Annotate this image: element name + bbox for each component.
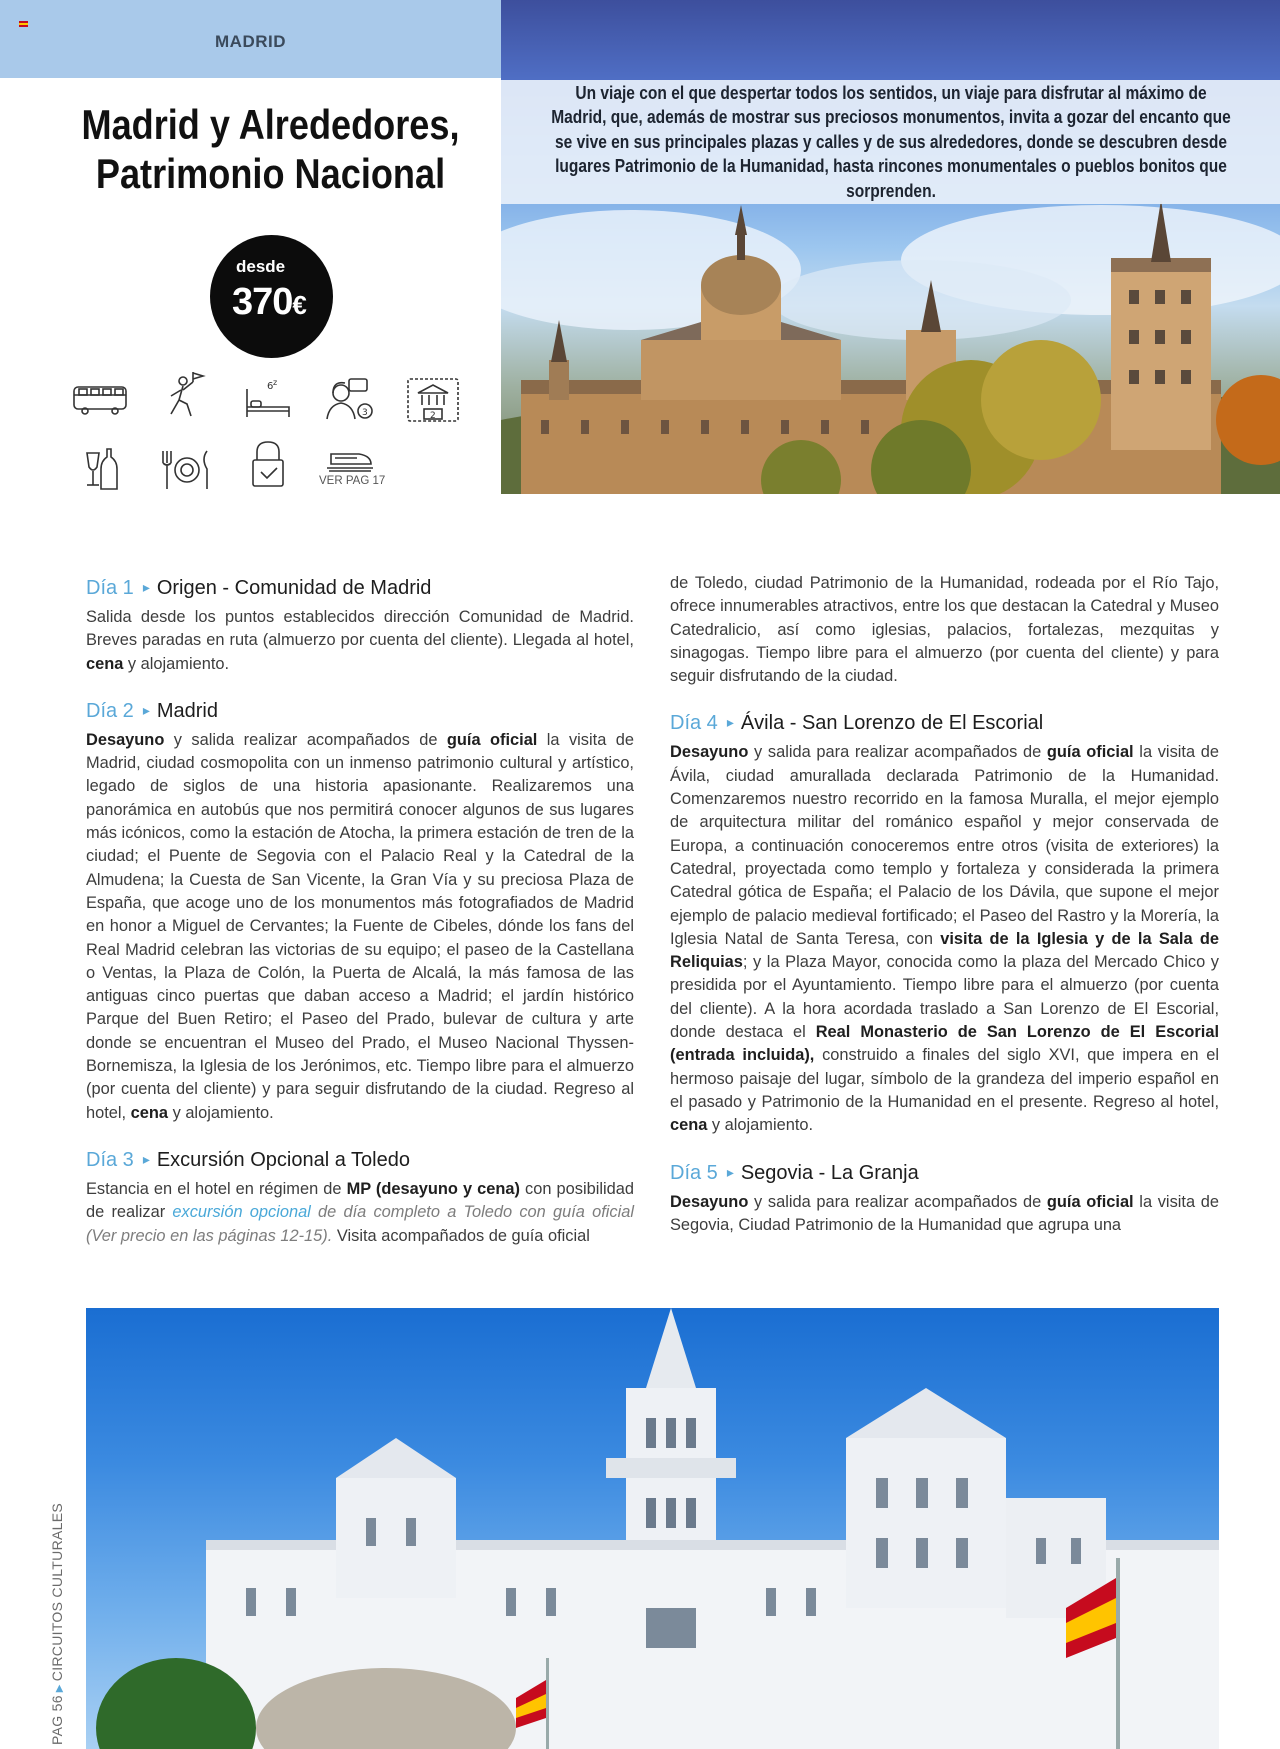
drinks-icon	[71, 445, 129, 495]
day-2-text	[86, 729, 634, 1125]
price-from-label: desde	[236, 257, 286, 276]
local-guide-icon	[321, 375, 379, 425]
day-1-number: Día 1	[86, 577, 134, 599]
day-3-number: Día 3	[86, 1148, 134, 1171]
chevron-right-icon: ▸	[726, 1163, 734, 1180]
day-1-section	[86, 575, 634, 676]
svg-text:2: 2	[430, 411, 436, 421]
day-4-text-part: la visita de Ávila, ciudad amurallada declarada Patrimonio de la Humanidad. Comenzaremos nuestro recorrido en la famosa Muralla, el mejor ejemplo de arquitectura militar del románico español y mejor conservada de Europa, a continuación conoceremos entre otros (visita de exteriores) la Catedral, proyectada como templo y fortaleza y considerada la primera Catedral gótica de España; el Palacio de los Dávila, que supone el mejor ejemplo de palacio medieval fortificado; el Paseo del Rastro y la Morería, la Iglesia Natal de Santa Teresa, con	[670, 743, 1219, 948]
day-2-heading	[86, 698, 634, 725]
day-5-heading	[670, 1160, 1219, 1187]
chevron-right-icon: ▸	[142, 1150, 150, 1167]
itinerary-right-column	[670, 572, 1219, 1259]
day-4-title: Ávila - San Lorenzo de El Escorial	[740, 712, 1044, 735]
day-5-number: Día 5	[670, 1161, 718, 1184]
day-3-italic-note: de día completo a Toledo con guía oficial (Ver precio en las páginas 12-15).	[86, 1203, 634, 1245]
guide-icon	[157, 372, 215, 422]
day-4-text	[670, 741, 1219, 1137]
day-4-text-part: y salida para realizar acompañados de	[748, 743, 1047, 762]
day-3-title: Excursión Opcional a Toledo	[156, 1148, 410, 1171]
hotel-bed-icon	[239, 375, 297, 425]
hero-image-escorial	[501, 0, 1280, 494]
day-2-bold: guía oficial	[446, 730, 538, 749]
chevron-right-icon: ▸	[142, 701, 150, 718]
day-5-bold: guía oficial	[1046, 1192, 1134, 1211]
day-3-text-part: Visita acompañados de guía oficial	[332, 1226, 590, 1245]
day-4-bold: Real Monasterio de San Lorenzo de El Escorial (entrada incluida),	[670, 1023, 1220, 1065]
cibeles-palace-image	[86, 1308, 1219, 1749]
day-4-text-part: y alojamiento.	[707, 1116, 814, 1135]
day-4-text-part: construido a finales del siglo XVI, que impera en el hermoso paisaje del lugar, símbolo de la grandeza del imperio español en el pasado y Patrimonio de la Humanidad en el presente. Regreso al hotel,	[670, 1046, 1219, 1111]
price-currency: €	[292, 290, 306, 320]
title-line-2: Patrimonio Nacional	[95, 150, 446, 197]
svg-text:z: z	[273, 378, 278, 387]
day-2-section	[86, 698, 634, 1125]
page-footer-vertical	[49, 1503, 65, 1745]
price-amount: 370	[232, 281, 293, 323]
insurance-lock-icon	[239, 440, 297, 490]
chevron-right-icon: ▸	[726, 714, 734, 731]
bus-icon	[71, 375, 129, 425]
day-2-text-part: y salida realizar acompañados de	[164, 730, 447, 749]
region-label: MADRID	[215, 32, 286, 51]
title-line-1: Madrid y Alrededores,	[81, 101, 460, 148]
day-5-bold: Desayuno	[670, 1192, 749, 1211]
day-4-heading	[670, 710, 1219, 737]
day-4-bold: visita de la Iglesia y de la Sala de Reliquias	[670, 929, 1219, 972]
day-2-number: Día 2	[86, 699, 134, 722]
itinerary-left-column	[86, 575, 634, 1270]
day-4-number: Día 4	[670, 712, 718, 735]
day-1-text	[86, 606, 634, 676]
page-number: PAG 56	[49, 1695, 65, 1745]
day-3-bold: MP (desayuno y cena)	[346, 1179, 520, 1198]
day-3-heading	[86, 1147, 634, 1174]
entrance-tickets-icon	[404, 375, 462, 425]
section-name: CIRCUITOS CULTURALES	[49, 1503, 65, 1682]
optional-excursion-link[interactable]: excursión opcional	[172, 1203, 311, 1222]
day-4-section	[670, 710, 1219, 1137]
day-2-title: Madrid	[156, 699, 218, 722]
day-2-text-part: y alojamiento.	[168, 1103, 274, 1122]
svg-text:3: 3	[362, 408, 368, 418]
day-3-text	[86, 1178, 634, 1248]
day-2-bold: cena	[130, 1103, 169, 1122]
svg-text:6: 6	[267, 381, 274, 392]
day-4-bold: cena	[670, 1116, 708, 1135]
triangle-icon: ▶	[54, 1684, 65, 1693]
day-4-text-part: ; y la Plaza Mayor, conocida como la plaza del Mercado Chico y presidida por el Ayuntamiento. Tiempo libre para el almuerzo (por cuenta del cliente). A la hora acordada traslado a San Lorenzo de El Escorial, donde destaca el	[670, 953, 1219, 1042]
day-3-text-part: con posibilidad de realizar	[86, 1179, 634, 1222]
day-5-text-part: la visita de Segovia, Ciudad Patrimonio de la Humanidad que agrupa una	[670, 1192, 1219, 1234]
day-5-section	[670, 1160, 1219, 1238]
spain-flag-icon	[19, 21, 28, 27]
day-1-title: Origen - Comunidad de Madrid	[156, 577, 432, 599]
day-4-bold: Desayuno	[670, 743, 749, 762]
price-value	[232, 281, 306, 324]
meals-icon	[157, 445, 215, 495]
day-3-continuation: de Toledo, ciudad Patrimonio de la Humanidad, rodeada por el Río Tajo, ofrece innumerables atractivos, entre los que destacan la Catedral y Museo Catedralicio, así como iglesias, palacios, fortalezas, mezquitas y sinagogas. Tiempo libre para el almuerzo (por cuenta del cliente) y para seguir disfrutando de la ciudad.	[670, 574, 1219, 686]
hero-caption	[501, 80, 1280, 204]
day-5-text-part: y salida para realizar acompañados de	[748, 1192, 1047, 1211]
day-1-text-part: y alojamiento.	[123, 654, 230, 673]
day-5-title: Segovia - La Granja	[740, 1161, 919, 1184]
day-2-bold: Desayuno	[86, 730, 165, 749]
page-title	[0, 100, 541, 198]
day-3-section	[86, 1147, 634, 1248]
day-1-text-part: Salida desde los puntos establecidos dirección Comunidad de Madrid. Breves paradas en ruta (almuerzo por cuenta del cliente). Llegada al hotel,	[86, 608, 634, 650]
chevron-right-icon: ▸	[142, 579, 150, 595]
day-5-text	[670, 1191, 1219, 1238]
day-4-bold: guía oficial	[1046, 743, 1134, 762]
day-1-heading	[86, 575, 634, 602]
price-badge	[210, 235, 333, 358]
day-2-text-part: la visita de Madrid, ciudad cosmopolita con un inmenso patrimonio cultural y artístico, legado de siglos de una historia apasionante. Realizaremos una panorámica en autobús que nos permitirá conocer algunos de sus lugares más icónicos, como la estación de Atocha, la primera estación de tren de la ciudad; el Puente de Segovia con el Palacio Real y la Catedral de la Almudena; la Cuesta de San Vicente, la Gran Vía y su preciosa Plaza de España, que acoge uno de los monumentos más fotografiados de Madrid en honor a Miguel de Cervantes; la Fuente de Cibeles, dónde los fans del Real Madrid celebran las victorias de su equipo; el paseo de la Castellana o Ventas, la Plaza de Colón, la Puerta de Alcalá, la más famosa de las antiguas cinco puertas que daban acceso a Madrid; el jardín histórico Parque del Buen Retiro; el Paseo del Prado, bulevar de cultura y arte donde se encuentran el Museo del Prado, el Museo Nacional Thyssen-Bornemisza, la Iglesia de los Jerónimos, etc. Tiempo libre para el almuerzo (por cuenta del cliente) y para seguir disfrutando de la ciudad. Regreso al hotel,	[86, 730, 634, 1122]
hero-caption-text: Un viaje con el que despertar todos los sentidos, un viaje para disfrutar al máximo de Madrid, que, además de mostrar sus preciosos monumentos, invita a gozar del encanto que se vive en sus principales plazas y calles y de sus alrededores, donde se descubren desde lugares Patrimonio de la Humanidad, hasta rincones monumentales o pueblos bonitos que sorprenden.	[550, 81, 1231, 201]
day-3-text-part: Estancia en el hotel en régimen de	[86, 1179, 347, 1198]
train-note: VER PAG 17	[319, 475, 386, 487]
day-1-bold: cena	[86, 654, 124, 673]
